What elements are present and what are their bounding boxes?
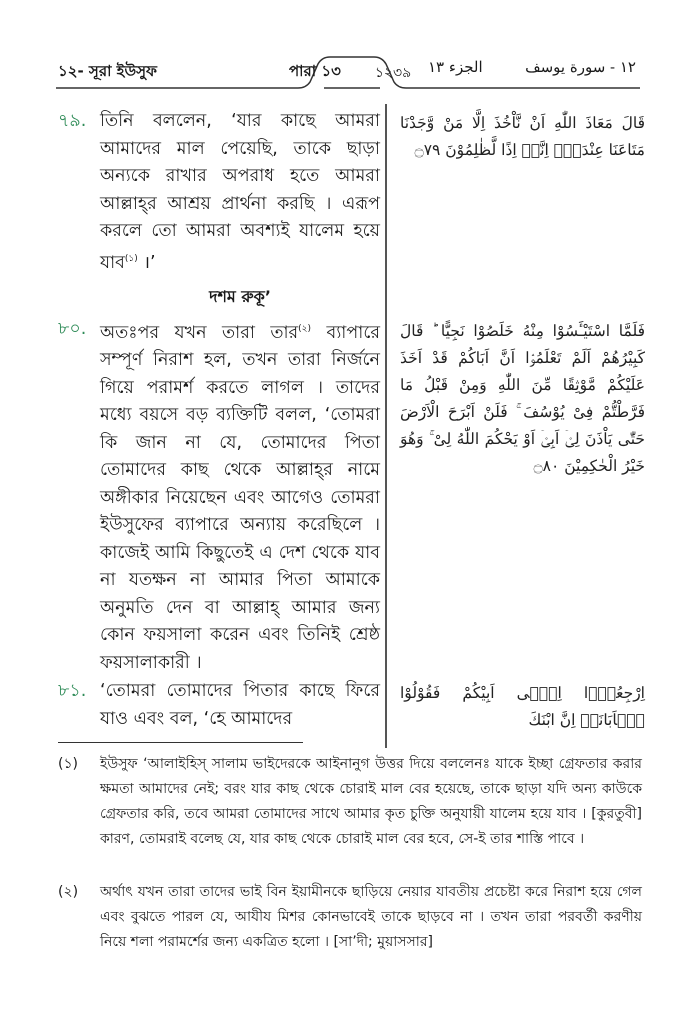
footnote-2 bbox=[58, 880, 642, 955]
verse-80-bengali bbox=[58, 316, 380, 677]
surah-title-arabic: ١٢ - سورة يوسف bbox=[525, 58, 636, 76]
column-divider bbox=[385, 104, 387, 748]
verse-text: তিনি বললেন, ‘যার কাছে আমরা আমাদের মাল পেয়েছি, তাকে ছাড়া অন্যকে রাখার অপরাধ হতে আমরা আল্লাহ্‌র আশ্রয় প্রার্থনা করছি । এরূপ করলে তো আমরা অবশ্যই যালেম হয়ে যাব bbox=[100, 111, 380, 273]
footnote-ref[interactable]: (১) bbox=[124, 253, 138, 264]
footnote-rule bbox=[58, 742, 303, 743]
verse-79-arabic: قَالَ مَعَاذَ اللّٰهِ اَنْ نَّاْخُذَ اِلَّا مَنْ وَّجَدْنَا مَتَاعَنَا عِنْدَهٗۤ اِنَّاۤ اِذًا لَّظٰلِمُوْنَ ۝٧٩ bbox=[400, 114, 645, 159]
surah-title-bengali: ১২- সূরা ইউসুফ bbox=[58, 62, 158, 80]
juz-label-arabic: الجزء ١٣ bbox=[428, 58, 483, 76]
footnote-text: ইউসুফ ‘আলাইহিস্‌ সালাম ভাইদেরকে আইনানুগ উত্তর দিয়ে বললেনঃ যাকে ইচ্ছা গ্রেফতার করার ক্ষমতা আমাদের নেই; বরং যার কাছ থেকে চোরাই মাল বের হয়েছে, তাকে ছাড়া যদি অন্য কাউকে গ্রেফতার করি, তবে আমরা তোমাদের সাথে আমার কৃত চুক্তি অনুযায়ী যালেম হয়ে যাব । [কুরতুবী] কারণ, তোমরাই বলেছ যে, যার কাছ থেকে চোরাই মাল বের হবে, সে-ই তার শাস্তি পাবে । bbox=[100, 756, 642, 847]
section-heading: দশম রুকূ’ bbox=[209, 287, 271, 306]
verse-number: ৭৯. bbox=[58, 111, 87, 131]
footnote-text: অর্থাৎ যখন তারা তাদের ভাই বিন ইয়ামীনকে ছাড়িয়ে নেয়ার যাবতীয় প্রচেষ্টা করে নিরাশ হয়ে গেল এবং বুঝতে পারল যে, আযীয মিশর কোনভাবেই তাকে ছাড়বে না । তখন তারা পরবর্তী করণীয় নিয়ে শলা পরামর্শের জন্য একত্রিত হলো । [সা’দী; মুয়াসসার] bbox=[100, 884, 642, 950]
footnote-1 bbox=[58, 752, 642, 852]
footnote-marker: (১) bbox=[58, 756, 79, 772]
verse-text-tail: ।’ bbox=[137, 252, 156, 273]
footnote-marker: (২) bbox=[58, 884, 79, 900]
verse-80-arabic: فَلَمَّا اسْتَيْـَٔسُوْا مِنْهُ خَلَصُوْا نَجِيًّا ؕ قَالَ كَبِيْرُهُمْ اَلَمْ تَعْلَمُوْۤا اَنَّ اَبَاكُمْ قَدْ اَخَذَ عَلَيْكُمْ مَّوْثِقًا مِّنَ اللّٰهِ وَمِنْ قَبْلُ مَا فَرَّطْتُّمْ فِىْ يُوْسُفَ ۚ فَلَنْ اَبْرَحَ الْاَرْضَ حَتّٰى يَاْذَنَ لِىْۤ اَبِىْۤ اَوْ يَحْكُمَ اللّٰهُ لِىْ ۚ وَهُوَ خَيْرُ الْحٰكِمِيْنَ ۝٨٠ bbox=[400, 322, 645, 475]
verse-number: ৮০. bbox=[58, 319, 87, 339]
verse-number: ৮১. bbox=[58, 681, 87, 701]
verse-79-bengali bbox=[58, 108, 380, 277]
verse-text: ‘তোমরা তোমাদের পিতার কাছে ফিরে যাও এবং বল, ‘হে আমাদের bbox=[100, 681, 380, 729]
verse-81-bengali bbox=[58, 678, 380, 733]
footnote-ref[interactable]: (২) bbox=[298, 324, 312, 334]
page-number: ১২৩৯ bbox=[374, 65, 412, 81]
para-label: পারা ১৩ bbox=[289, 62, 341, 80]
verse-text-pre: অতঃপর যখন তারা তার bbox=[100, 322, 299, 343]
verse-text: ব্যাপারে সম্পূর্ণ নিরাশ হল, তখন তারা নির্জনে গিয়ে পরামর্শ করতে লাগল । তাদের মধ্যে বয়সে বড় ব্যক্তিটি বলল, ‘তোমরা কি জান না যে, তোমাদের পিতা তোমাদের কাছ থেকে আল্লাহ্‌র নামে অঙ্গীকার নিয়েছেন এবং আগেও তোমরা ইউসুফের ব্যাপারে অন্যায় করেছিলে । কাজেই আমি কিছুতেই এ দেশ থেকে যাব না যতক্ষন না আমার পিতা আমাকে অনুমতি দেন বা আল্লাহ্‌ আমার জন্য কোন ফয়সালা করেন এবং তিনিই শ্রেষ্ঠ ফয়সালাকারী । bbox=[100, 322, 380, 673]
page-header bbox=[56, 52, 640, 92]
verse-81-arabic: اِرْجِعُوْۤا اِلٰۤى اَبِيْكُمْ فَقُوْلُوْا يٰۤاَبَانَاۤ اِنَّ ابْنَكَ bbox=[400, 684, 645, 729]
